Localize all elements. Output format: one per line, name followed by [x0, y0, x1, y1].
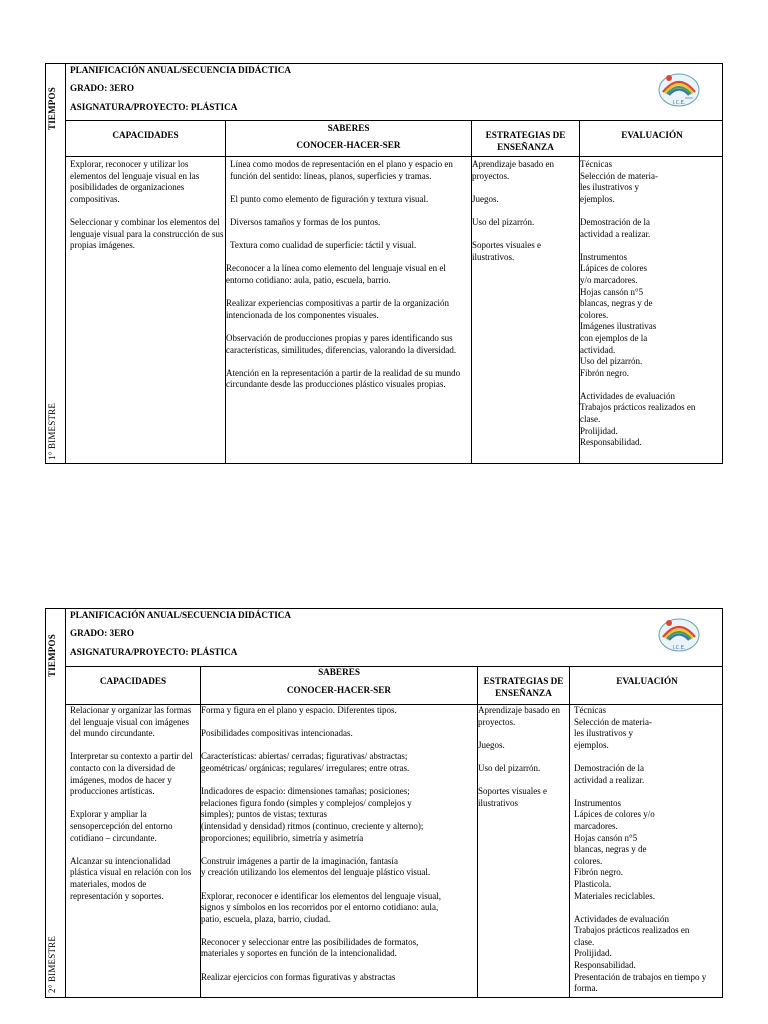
evaluacion-line: con ejemplos de la: [580, 332, 648, 343]
saberes-cell: [226, 159, 471, 402]
logo-text: I.C.E.: [672, 645, 686, 651]
evaluacion-line: Imágenes ilustrativas: [580, 321, 657, 332]
saber-item: [201, 751, 477, 774]
col-saberes-line1: SABERES: [327, 123, 370, 133]
evaluacion-line: y/o marcadores.: [580, 274, 638, 285]
evaluacion-line: Materiales reciclables.: [574, 890, 655, 901]
evaluacion-line: Fibrón negro.: [574, 867, 623, 878]
saber-line: relaciones figura fondo (simples y complejos/ complejos y: [201, 797, 412, 808]
saber-line: materiales y soportes en función de la intencionalidad.: [201, 948, 397, 959]
col-estrategias-line1: ESTRATEGIAS DE: [483, 676, 564, 686]
saber-line: signos y símbolos en los recorridos por el entorno cotidiano: aula,: [201, 902, 439, 913]
saber-item: [201, 728, 477, 740]
evaluacion-line: colores.: [580, 309, 609, 320]
estrategia-item: Soportes visuales e ilustrativos: [478, 786, 547, 808]
evaluacion-group: [574, 763, 724, 786]
evaluacion-line: Trabajos prácticos realizados en: [574, 925, 690, 936]
saber-item: Textura como cualidad de superficie: táctil y visual.: [230, 240, 417, 251]
estrategia-item: Aprendizaje basado en proyectos.: [478, 705, 560, 727]
evaluacion-line: ejemplos.: [580, 193, 615, 204]
saber-line: simples); puntos de vistas; texturas: [201, 809, 327, 820]
evaluacion-line: les ilustrativos y: [574, 728, 633, 739]
evaluacion-line: colores.: [574, 855, 603, 866]
saber-line: Realizar ejercicios con formas figurativas y abstractas: [201, 971, 396, 982]
evaluacion-line: actividad a realizar.: [574, 774, 645, 785]
evaluacion-line: blancas, negras y de: [580, 298, 653, 309]
evaluacion-group: [580, 391, 724, 449]
grado-label: GRADO: 3ERO: [70, 83, 135, 93]
document-title: PLANIFICACIÓN ANUAL/SECUENCIA DIDÁCTICA: [70, 65, 292, 75]
evaluacion-line: Prolijidad.: [574, 948, 612, 959]
evaluacion-group: [574, 914, 724, 995]
evaluacion-line: actividad.: [580, 344, 616, 355]
evaluacion-line: les ilustrativos y: [580, 182, 639, 193]
evaluacion-line: Hojas cansón n°5: [580, 286, 644, 297]
capacidad-item: Relacionar y organizar las formas del lenguaje visual con imágenes del mundo circundante.: [70, 705, 192, 739]
estrategia-item: Soportes visuales e ilustrativos.: [472, 240, 541, 262]
col-capacidades: CAPACIDADES: [112, 130, 179, 140]
evaluacion-line: clase.: [574, 936, 595, 947]
evaluacion-line: Responsabilidad.: [574, 960, 636, 971]
asignatura-label: ASIGNATURA/PROYECTO: PLÁSTICA: [70, 647, 238, 657]
saber-line: Posibilidades compositivas intencionadas.: [201, 728, 353, 739]
estrategias-cell: [472, 159, 579, 275]
saber-item: Observación de producciones propias y pares identificando sus características, similitudes, diferencias, valorando la diversidad.: [226, 332, 457, 355]
evaluacion-line: Demostración de la: [574, 762, 644, 773]
evaluacion-line: marcadores.: [574, 820, 618, 831]
evaluacion-cell: [574, 705, 724, 995]
tiempos-label: TIEMPOS: [47, 87, 57, 130]
bimestre-label: 2° BIMESTRE: [47, 935, 57, 993]
saber-line: Forma y figura en el plano y espacio. Diferentes tipos.: [201, 705, 397, 715]
saber-item: Reconocer a la línea como elemento del lenguaje visual en el entorno cotidiano: aula, patio, escuela, barrio.: [226, 263, 446, 285]
estrategias-cell: [478, 705, 569, 821]
evaluacion-line: blancas, negras y de: [574, 844, 647, 855]
evaluacion-line: Técnicas: [580, 159, 612, 169]
saber-line: y creación utilizando los elementos del lenguaje plástico visual.: [201, 867, 431, 878]
evaluacion-line: actividad a realizar.: [580, 228, 651, 239]
evaluacion-line: Actividades de evaluación: [580, 390, 675, 401]
saber-item: Atención en la representación a partir de la realidad de su mundo circundante desde las producciones plástico visuales propias.: [226, 367, 461, 390]
grado-label: GRADO: 3ERO: [70, 628, 135, 638]
evaluacion-line: Fibrón negro.: [580, 367, 629, 378]
evaluacion-line: Instrumentos: [580, 251, 627, 262]
saber-line: Explorar, reconocer e identificar los elementos del lenguaje visual,: [201, 890, 442, 901]
evaluacion-group: [574, 798, 724, 902]
evaluacion-line: Lápices de colores y/o: [574, 809, 655, 820]
evaluacion-cell: [580, 159, 724, 460]
estrategia-item: Juegos.: [478, 739, 505, 750]
evaluacion-line: Uso del pizarrón.: [580, 356, 643, 367]
evaluacion-line: Demostración de la: [580, 216, 650, 227]
evaluacion-line: Lápices de colores: [580, 263, 647, 274]
capacidad-item: Interpretar su contexto a partir del contacto con la diversidad de imágenes, modos de hacer y producciones artísticas.: [70, 751, 193, 797]
evaluacion-line: Plasticola.: [574, 878, 612, 889]
logo-text: I.C.E.: [672, 100, 686, 106]
evaluacion-line: Prolijidad.: [580, 425, 618, 436]
saber-item: El punto como elemento de figuración y textura visual.: [230, 193, 429, 204]
saber-line: proporciones; equilibrio, simetría y asimetría: [201, 832, 364, 843]
evaluacion-line: Técnicas: [574, 705, 606, 715]
col-estrategias-line2: ENSEÑANZA: [497, 142, 554, 152]
saber-line: Características: abiertas/ cerradas; figurativas/ abstractas;: [201, 751, 408, 762]
evaluacion-line: Selección de materia-: [580, 170, 658, 181]
saber-item: [201, 705, 477, 717]
capacidad-item: Seleccionar y combinar los elementos del lenguaje visual para la construcción de sus propias imágenes.: [70, 216, 224, 251]
col-capacidades: CAPACIDADES: [99, 676, 167, 686]
evaluacion-line: Hojas cansón n°5: [574, 832, 638, 843]
saber-line: geométricas/ orgánicas; regulares/ irregulares; entre otras.: [201, 762, 410, 773]
evaluacion-line: clase.: [580, 414, 601, 425]
evaluacion-group: [580, 159, 724, 205]
saber-line: Reconocer y seleccionar entre las posibilidades de formatos,: [201, 936, 419, 947]
bimestre-label: 1° BIMESTRE: [47, 402, 57, 460]
saber-line: (intensidad y densidad) ritmos (continuo, creciente y alterno);: [201, 820, 424, 831]
evaluacion-group: [580, 252, 724, 380]
evaluacion-line: Trabajos prácticos realizados en: [580, 402, 696, 413]
capacidad-item: Explorar, reconocer y utilizar los elementos del lenguaje visual en las posibilidades de organizaciones compositivas.: [70, 159, 200, 204]
capacidades-cell: [70, 705, 200, 914]
planning-table-bimestre-1: [45, 63, 723, 464]
evaluacion-line: Presentación de trabajos en tiempo y: [574, 971, 707, 982]
saber-item: Diversos tamaños y formas de los puntos.: [230, 216, 381, 227]
estrategia-item: Aprendizaje basado en proyectos.: [472, 159, 554, 181]
capacidad-item: Alcanzar su intencionalidad plástica visual en relación con los materiales, modos de representación y soportes.: [70, 855, 192, 901]
col-estrategias-line1: ESTRATEGIAS DE: [485, 130, 566, 140]
saber-item: [201, 937, 477, 960]
saber-item: [201, 891, 477, 926]
evaluacion-line: Responsabilidad.: [580, 437, 642, 448]
school-logo: [655, 68, 703, 115]
estrategia-item: Juegos.: [472, 193, 499, 204]
col-evaluacion: EVALUACIÓN: [616, 676, 678, 686]
capacidad-item: Explorar y ampliar la sensopercepción del entorno cotidiano – circundante.: [70, 809, 173, 843]
estrategia-item: Uso del pizarrón.: [472, 216, 535, 227]
evaluacion-line: forma.: [574, 983, 598, 994]
evaluacion-line: Actividades de evaluación: [574, 913, 669, 924]
planning-table-bimestre-2: [45, 608, 723, 998]
document-title: PLANIFICACIÓN ANUAL/SECUENCIA DIDÁCTICA: [70, 610, 292, 620]
asignatura-label: ASIGNATURA/PROYECTO: PLÁSTICA: [70, 102, 238, 112]
saber-item: Línea como modos de representación en el plano y espacio en función del sentido: líneas, planos, superficies y tramas.: [230, 159, 453, 181]
estrategia-item: Uso del pizarrón.: [478, 762, 541, 773]
col-saberes-line2: CONOCER-HACER-SER: [296, 140, 401, 150]
evaluacion-line: Instrumentos: [574, 797, 621, 808]
saber-item: [201, 856, 477, 879]
capacidades-cell: [70, 159, 225, 263]
col-estrategias-line2: ENSEÑANZA: [495, 688, 552, 698]
saberes-cell: [201, 705, 477, 995]
col-saberes-line1: SABERES: [318, 667, 360, 677]
saber-line: Construir imágenes a partir de la imaginación, fantasía: [201, 855, 398, 866]
evaluacion-line: ejemplos.: [574, 739, 609, 750]
saber-item: Realizar experiencias compositivas a partir de la organización intencionada de los componentes visuales.: [226, 298, 449, 320]
col-evaluacion: EVALUACIÓN: [621, 130, 683, 140]
col-saberes-line2: CONOCER-HACER-SER: [286, 685, 392, 695]
saber-item: [201, 786, 477, 844]
school-logo: [655, 613, 703, 660]
saber-item: [201, 972, 477, 984]
saber-line: Indicadores de espacio: dimensiones tamañas; posiciones;: [201, 786, 410, 797]
evaluacion-group: [580, 217, 724, 240]
tiempos-label: TIEMPOS: [47, 634, 57, 677]
evaluacion-line: Selección de materia-: [574, 716, 652, 727]
evaluacion-group: [574, 705, 724, 751]
saber-line: patio, escuela, plaza, barrio, ciudad.: [201, 913, 331, 924]
